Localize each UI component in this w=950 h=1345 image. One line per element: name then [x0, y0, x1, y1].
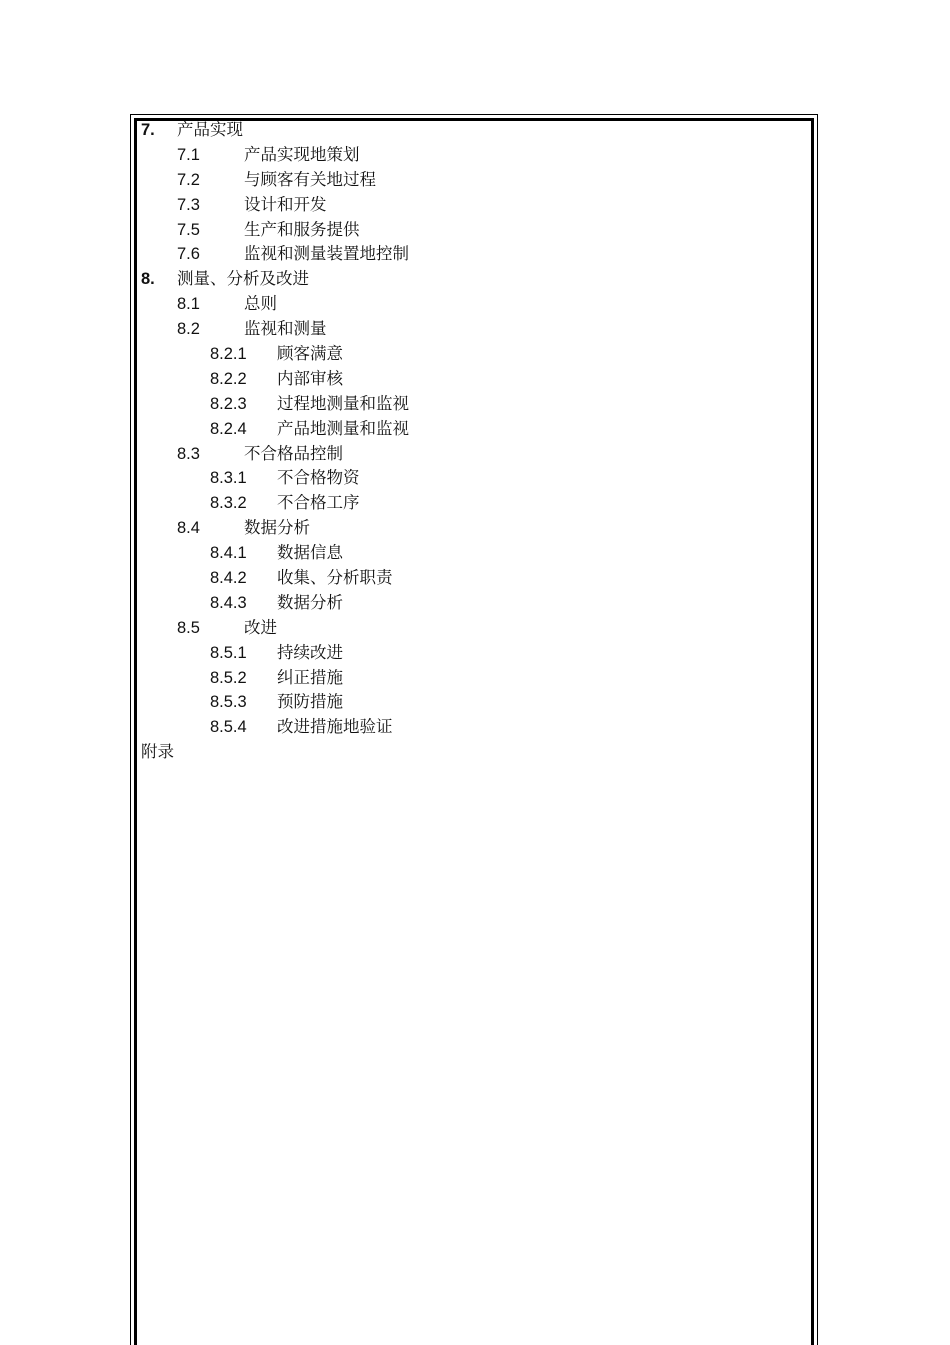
toc-entry-title: 预防措施 — [277, 692, 343, 712]
toc-entry[interactable] — [141, 666, 801, 691]
toc-entry[interactable] — [141, 267, 801, 292]
toc-entry-title: 顾客满意 — [277, 344, 343, 364]
toc-entry[interactable] — [141, 143, 801, 168]
toc-entry[interactable] — [141, 367, 801, 392]
toc-entry-title: 改进 — [244, 617, 277, 637]
toc-entry[interactable] — [141, 118, 801, 143]
toc-entry[interactable] — [141, 292, 801, 317]
toc-entry[interactable] — [141, 417, 801, 442]
toc-entry[interactable] — [141, 491, 801, 516]
toc-entry-title: 不合格工序 — [277, 493, 360, 513]
toc-entry[interactable] — [141, 342, 801, 367]
toc-entry[interactable] — [141, 392, 801, 417]
toc-entry-number: 7.2 — [177, 170, 200, 189]
toc-entry[interactable] — [141, 641, 801, 666]
toc-entry[interactable] — [141, 541, 801, 566]
toc-entry-number: 8.2.3 — [210, 394, 247, 413]
toc-entry-title: 数据分析 — [277, 592, 343, 612]
toc-entry-number: 8.3.1 — [210, 469, 247, 488]
toc-entry-number: 7.3 — [177, 195, 200, 214]
toc-entry-title: 监视和测量装置地控制 — [244, 244, 409, 264]
toc-entry-number: 7.1 — [177, 145, 200, 164]
toc-entry-title: 测量、分析及改进 — [177, 269, 309, 289]
toc-entry-number: 8.4.2 — [210, 569, 247, 588]
toc-entry[interactable] — [141, 242, 801, 267]
toc-entry-title: 产品实现 — [177, 120, 243, 139]
toc-entry-number: 8.2 — [177, 320, 200, 339]
toc-entry[interactable] — [141, 690, 801, 715]
toc-entry-title: 纠正措施 — [277, 667, 343, 687]
toc-entry-title: 产品地测量和监视 — [277, 418, 409, 438]
toc-entry-number: 8.2.4 — [210, 419, 247, 438]
toc-entry-number: 7.5 — [177, 220, 200, 239]
toc-entry-number: 8.1 — [177, 295, 200, 314]
toc-entry-title: 监视和测量 — [244, 319, 327, 339]
toc-entry-number: 8.2.1 — [210, 345, 247, 364]
toc-entry-number: 8.3 — [177, 444, 200, 463]
table-of-contents — [141, 118, 801, 765]
toc-entry-number: 8.4.3 — [210, 593, 247, 612]
toc-entry-title: 过程地测量和监视 — [277, 393, 409, 413]
toc-entry[interactable] — [141, 566, 801, 591]
toc-entry-title: 持续改进 — [277, 642, 343, 662]
toc-entry-title: 内部审核 — [277, 368, 343, 388]
toc-entry[interactable] — [141, 168, 801, 193]
toc-entry-title: 改进措施地验证 — [277, 717, 393, 737]
toc-entry[interactable] — [141, 591, 801, 616]
toc-entry-title: 生产和服务提供 — [244, 219, 360, 239]
toc-entry[interactable] — [141, 442, 801, 467]
toc-entry-title: 收集、分析职责 — [277, 568, 393, 588]
toc-entry-title: 数据分析 — [244, 518, 310, 538]
toc-entry-number: 7.6 — [177, 245, 200, 264]
toc-entry[interactable] — [141, 715, 801, 740]
toc-entry[interactable] — [141, 516, 801, 541]
toc-entry-number: 8.4 — [177, 519, 200, 538]
toc-entry-number: 8.5.4 — [210, 718, 247, 737]
toc-entry[interactable] — [141, 466, 801, 491]
toc-entry-title: 设计和开发 — [244, 194, 327, 214]
toc-entry-title: 数据信息 — [277, 543, 343, 563]
toc-entry-title: 与顾客有关地过程 — [244, 169, 376, 189]
toc-entry[interactable] — [141, 616, 801, 641]
toc-entry-number: 8.5 — [177, 618, 200, 637]
toc-entry[interactable] — [141, 218, 801, 243]
toc-entry-title: 总则 — [244, 294, 277, 314]
toc-entry[interactable] — [141, 193, 801, 218]
toc-entry[interactable] — [141, 740, 801, 765]
toc-entry-title: 产品实现地策划 — [244, 144, 360, 164]
toc-entry-number: 8.5.3 — [210, 693, 247, 712]
toc-entry[interactable] — [141, 317, 801, 342]
toc-entry-title: 附录 — [141, 742, 174, 762]
toc-entry-number: 8.2.2 — [210, 369, 247, 388]
toc-entry-number: 8. — [141, 270, 155, 289]
toc-entry-number: 8.5.1 — [210, 643, 247, 662]
toc-entry-number: 7. — [141, 121, 155, 139]
toc-entry-number: 8.5.2 — [210, 668, 247, 687]
toc-entry-number: 8.3.2 — [210, 494, 247, 513]
toc-entry-number: 8.4.1 — [210, 544, 247, 563]
toc-entry-title: 不合格物资 — [277, 468, 360, 488]
toc-entry-title: 不合格品控制 — [244, 443, 343, 463]
